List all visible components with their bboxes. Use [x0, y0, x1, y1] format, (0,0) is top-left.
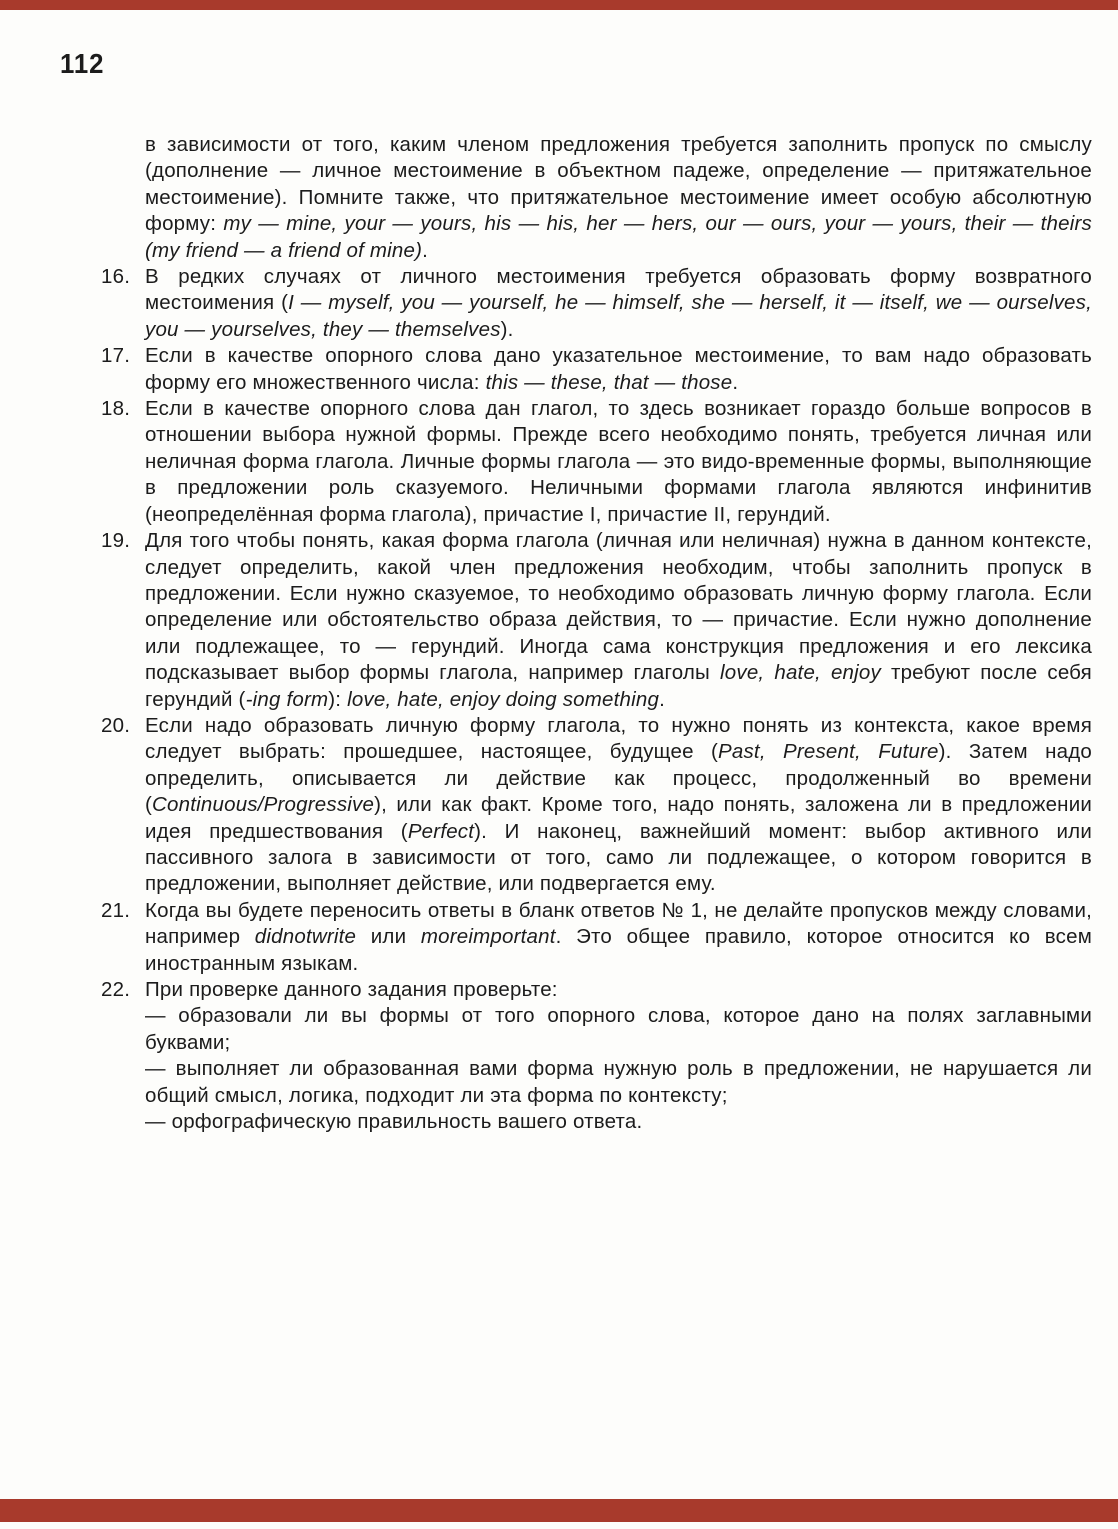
scan-edge-top	[0, 0, 1118, 10]
page-number: 112	[60, 48, 105, 79]
list-item	[101, 713, 1092, 898]
italic-text: my — mine, your — yours, his — his, her — hers, our — ours, your — yours, their — theirs (my friend — a friend of mine)	[145, 212, 1092, 262]
item-text	[145, 396, 1092, 528]
scan-edge-bottom	[0, 1499, 1118, 1522]
italic-text: Perfect	[407, 819, 475, 843]
text-run: Если в качестве опорного слова дано указательное местоимение, то вам надо образовать форму его множественного числа:	[145, 344, 1092, 394]
text-run: В редких случаях от личного местоимения требуется образовать форму возвратного местоимения (	[145, 265, 1092, 315]
text-run: Если в качестве опорного слова дан глагол, то здесь возникает гораздо больше вопросов в отношении выбора нужной формы. Прежде всего необходимо понять, требуется личная или неличная форма глагола. Личные формы глагола — это видо-временные формы, выполняющие в предложении роль сказуемого. Неличными формами глагола являются инфинитив (неопределённая форма глагола), причастие I, причастие II, герундий.	[145, 397, 1092, 526]
list-item	[101, 396, 1092, 528]
italic-text: love, hate, enjoy doing something	[347, 687, 660, 711]
text-run: Если надо образовать личную форму глагола, то нужно понять из контекста, какое время следует выбрать: прошедшее, настоящее, будущее (	[145, 713, 1092, 764]
text-run: .	[732, 370, 739, 394]
text-run: требуют после себя герундий (	[145, 661, 1092, 711]
item-number: 17.	[101, 344, 131, 368]
sub-item	[145, 1056, 1092, 1109]
italic-text: -ing form	[245, 687, 329, 711]
item-text	[145, 132, 1092, 264]
text-run: — выполняет ли образованная вами форма нужную роль в предложении, не нарушается ли общий смысл, логика, подходит ли эта форма по контексту;	[145, 1057, 1092, 1107]
list-item	[101, 343, 1092, 396]
sub-item	[145, 1109, 1092, 1135]
item-text	[145, 713, 1092, 898]
italic-text: love, hate, enjoy	[720, 661, 881, 685]
sub-item	[145, 1003, 1092, 1056]
text-run: — образовали ли вы формы от того опорного слова, которое дано на полях заглавными буквами;	[145, 1004, 1092, 1054]
text-run: ), или как факт. Кроме того, надо понять, заложена ли в предложении идея предшествования (	[145, 793, 1092, 843]
item-text	[145, 528, 1092, 713]
list-item	[101, 264, 1092, 343]
text-run: Когда вы будете переносить ответы в бланк ответов № 1, не делайте пропусков между словами, например	[145, 898, 1092, 949]
italic-text: didnotwrite	[254, 925, 357, 949]
item-number: 20.	[101, 713, 131, 737]
text-run: ).	[500, 317, 514, 341]
text-run: в зависимости от того, каким членом предложения требуется заполнить пропуск по смыслу (дополнение — личное местоимение в объектном падеже, определение — притяжательное местоимение). Помните также, что притяжательное местоимение имеет особую абсолютную форму:	[145, 133, 1092, 236]
text-run: Для того чтобы понять, какая форма глагола (личная или неличная) нужна в данном контексте, следует определить, какой член предложения необходим, чтобы заполнить пропуск в предложении. Если нужно сказуемое, то необходимо образовать личную форму глагола. Если определение или обстоятельство образа действия, то — причастие. Если нужно дополнение или подлежащее, то — герундий. Иногда сама конструкция предложения и его лексика подсказывает выбор формы глагола, например глаголы	[145, 529, 1092, 685]
text-run: — орфографическую правильность вашего ответа.	[145, 1110, 643, 1134]
item-text	[145, 264, 1092, 343]
item-text	[145, 898, 1092, 977]
item-text	[145, 977, 1092, 1003]
list-item	[101, 977, 1092, 1135]
item-number: 18.	[101, 397, 131, 421]
text-run: ). Затем надо определить, описывается ли действие как процесс, продолженный во времени (	[145, 740, 1092, 817]
italic-text: Continuous/Progressive	[152, 793, 375, 817]
text-run: или	[356, 925, 421, 949]
text-run: При проверке данного задания проверьте:	[145, 978, 558, 1001]
item-number: 19.	[101, 529, 131, 553]
item-number: 16.	[101, 265, 131, 289]
text-run: ). И наконец, важнейший момент: выбор активного или пассивного залога в зависимости от того, само ли подлежащее, о котором говорится в предложении, выполняет действие, или подвергается ему.	[145, 819, 1092, 896]
content-list	[101, 132, 1092, 1135]
text-run: ):	[328, 687, 348, 711]
item-number: 22.	[101, 978, 131, 1001]
item-text	[145, 343, 1092, 396]
list-item	[101, 528, 1092, 713]
italic-text: moreimportant	[420, 925, 556, 949]
text-run: .	[659, 687, 666, 711]
text-run: . Это общее правило, которое относится ко всем иностранным языкам.	[145, 925, 1092, 975]
list-item	[101, 898, 1092, 977]
item-number: 21.	[101, 898, 131, 922]
italic-text: this — these, that — those	[485, 370, 733, 394]
text-run: .	[422, 238, 429, 262]
italic-text: Past, Present, Future	[718, 740, 939, 764]
italic-text: I — myself, you — yourself, he — himself, she — herself, it — itself, we — ourselves, you — yourselves, they — themselves	[145, 291, 1092, 341]
list-item	[145, 132, 1092, 264]
